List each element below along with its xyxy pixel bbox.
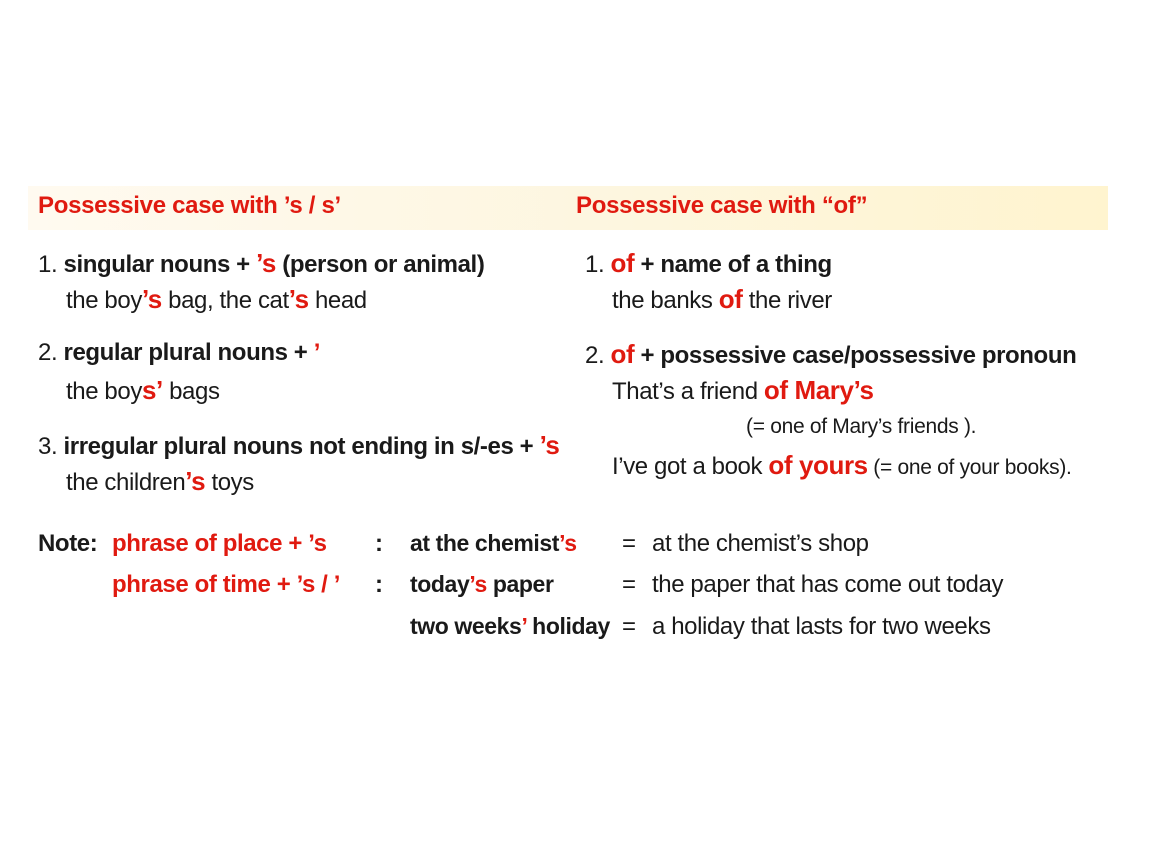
note-colon: : xyxy=(375,571,383,598)
rule-text: regular plural nouns + xyxy=(63,339,314,366)
example-text: toys xyxy=(205,469,254,496)
equals-sign: = xyxy=(622,571,636,598)
note-meaning-3: a holiday that lasts for two weeks xyxy=(652,613,991,640)
rule-text: + name of a thing xyxy=(634,251,832,278)
possessive-mark: ’s xyxy=(185,466,206,496)
example-text: at the chemist xyxy=(410,530,560,556)
left-rule-1 xyxy=(38,250,484,277)
note-example-3 xyxy=(410,615,610,638)
note-example-2 xyxy=(410,573,554,596)
possessive-mark: ’s xyxy=(559,530,577,556)
right-example-2a-note: (= one of Mary’s friends ). xyxy=(746,415,977,438)
rule-number: 1. xyxy=(585,251,605,278)
possessive-mark: ’s xyxy=(539,430,560,460)
example-text: bag, the cat xyxy=(161,287,289,314)
possessive-mark: ’ xyxy=(313,339,320,366)
equals-sign: = xyxy=(622,613,636,640)
example-text: bags xyxy=(162,378,220,405)
example-text: holiday xyxy=(526,613,610,639)
right-example-2b xyxy=(612,452,1072,479)
right-example-1 xyxy=(612,286,832,313)
example-text: the banks xyxy=(612,287,719,314)
left-header: Possessive case with ’s / s’ xyxy=(38,192,341,219)
of-marker: of xyxy=(718,284,743,314)
note-colon: : xyxy=(375,530,383,557)
left-rule-3 xyxy=(38,432,560,459)
rule-text: irregular plural nouns not ending in s/-es + xyxy=(63,433,540,460)
rule-number: 2. xyxy=(38,339,58,366)
of-marker: of xyxy=(610,248,635,278)
example-text: two weeks xyxy=(410,613,522,639)
example-text: the children xyxy=(66,469,186,496)
rule-text: singular nouns + xyxy=(63,251,257,278)
example-text: paper xyxy=(486,571,554,597)
rule-number: 1. xyxy=(38,251,58,278)
example-text: the river xyxy=(742,287,832,314)
equals-sign: = xyxy=(622,530,636,557)
rule-text: + possessive case/possessive pronoun xyxy=(634,342,1077,369)
example-text: That’s a friend xyxy=(612,378,764,405)
example-text: the boy xyxy=(66,287,142,314)
of-marker: of yours xyxy=(768,450,868,480)
left-example-1 xyxy=(66,286,367,313)
note-place-phrase: phrase of place + ’s xyxy=(112,530,327,557)
example-note: (= one of your books). xyxy=(867,456,1072,479)
left-rule-2 xyxy=(38,341,320,365)
left-example-2 xyxy=(66,377,220,404)
possessive-mark: ’s xyxy=(288,284,309,314)
note-time-phrase: phrase of time + ’s / ’ xyxy=(112,571,340,598)
right-rule-2 xyxy=(585,341,1076,368)
rule-number: 2. xyxy=(585,342,605,369)
note-label: Note: xyxy=(38,530,98,557)
note-meaning-1: at the chemist’s shop xyxy=(652,530,869,557)
rule-text: (person or animal) xyxy=(275,251,485,278)
of-marker: of xyxy=(610,339,635,369)
of-marker: of Mary’s xyxy=(763,375,874,405)
possessive-mark: ’s xyxy=(469,571,487,597)
right-header: Possessive case with “of” xyxy=(576,192,868,219)
possessive-mark: s’ xyxy=(141,375,163,405)
possessive-mark: ’s xyxy=(256,248,276,278)
right-example-2a xyxy=(612,377,874,404)
example-text: today xyxy=(410,571,470,597)
right-rule-1 xyxy=(585,250,832,277)
example-text: head xyxy=(308,287,367,314)
left-example-3 xyxy=(66,468,254,495)
rule-number: 3. xyxy=(38,433,58,460)
example-text: I’ve got a book xyxy=(612,453,769,480)
possessive-mark: ’s xyxy=(141,284,162,314)
possessive-mark: ’ xyxy=(521,613,527,639)
note-example-1 xyxy=(410,532,577,555)
note-meaning-2: the paper that has come out today xyxy=(652,571,1004,598)
example-text: the boy xyxy=(66,378,142,405)
